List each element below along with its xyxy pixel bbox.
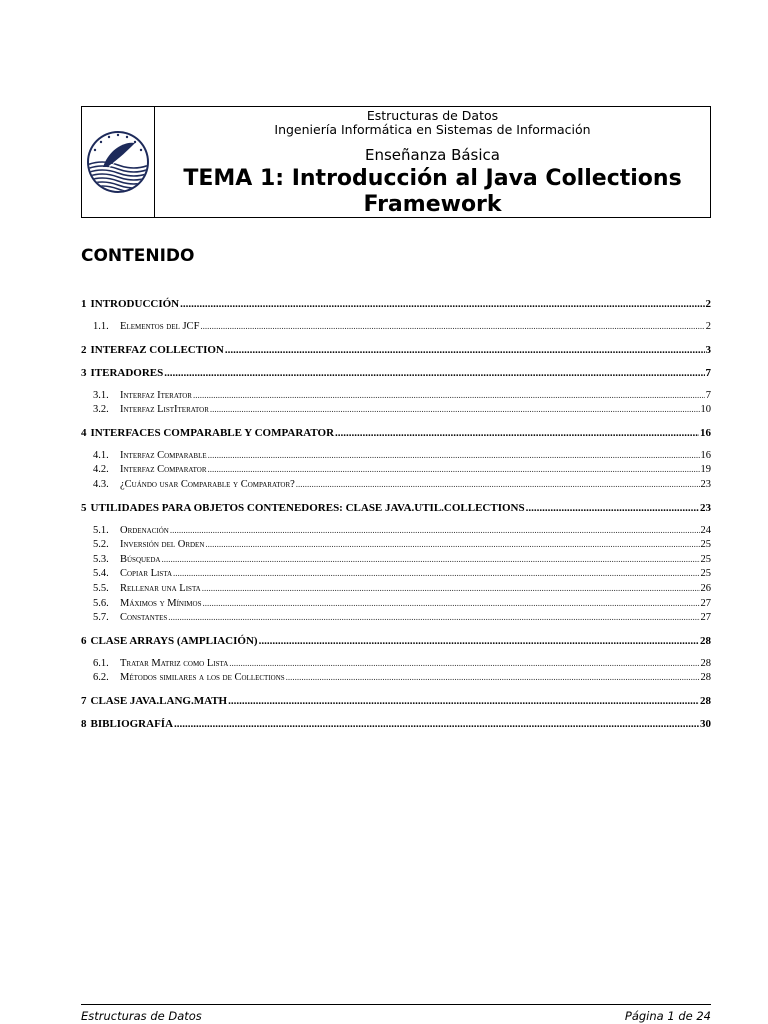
toc-leader — [526, 502, 699, 514]
course-name: Estructuras de Datos — [366, 108, 499, 123]
toc-leader — [200, 321, 704, 332]
toc-label: Interfaz Iterator — [120, 389, 192, 401]
toc-number: 5.6. — [93, 597, 109, 609]
toc-subentry[interactable] — [81, 404, 711, 419]
toc-subentry[interactable] — [81, 464, 711, 479]
contents-heading: CONTENIDO — [81, 246, 195, 266]
toc-label: Tratar Matriz como Lista — [120, 657, 229, 669]
toc-page: 27 — [700, 597, 711, 609]
toc-label: Interfaz ListIterator — [120, 404, 209, 416]
toc-number: 3.1. — [93, 389, 109, 401]
toc-subentry[interactable] — [81, 554, 711, 569]
toc-label: CLASE JAVA.LANG.MATH — [90, 694, 228, 707]
toc-label: INTERFACES COMPARABLE Y COMPARATOR — [90, 426, 335, 439]
toc-entry[interactable] — [81, 695, 711, 710]
toc-page: 23 — [700, 501, 711, 514]
toc-number: 2 — [81, 343, 87, 356]
toc-label: Ordenación — [120, 524, 169, 536]
toc-subentry[interactable] — [81, 525, 711, 540]
toc-label: Copiar Lista — [120, 568, 173, 580]
toc-page: 28 — [700, 694, 711, 707]
toc-page: 28 — [700, 634, 711, 647]
toc-subentry[interactable] — [81, 321, 711, 336]
title-cell — [155, 107, 710, 217]
toc-number: 4.3. — [93, 478, 109, 490]
toc-label: Interfaz Comparator — [120, 464, 207, 476]
toc-subentry[interactable] — [81, 598, 711, 613]
toc-page: 27 — [700, 612, 711, 624]
toc-label: ¿Cuándo usar Comparable y Comparator? — [120, 478, 295, 490]
toc-leader — [208, 450, 700, 461]
toc-subentry[interactable] — [81, 612, 711, 627]
toc-number: 6.2. — [93, 672, 109, 684]
logo-cell — [82, 107, 155, 217]
toc-page: 7 — [705, 389, 711, 401]
toc-subentry[interactable] — [81, 479, 711, 494]
toc-page: 24 — [700, 524, 711, 536]
toc-number: 4.2. — [93, 464, 109, 476]
toc-leader — [225, 344, 705, 356]
toc-leader — [170, 525, 700, 536]
toc-leader — [193, 390, 705, 401]
toc-label: Elementos del JCF — [120, 321, 200, 332]
toc-subentry[interactable] — [81, 390, 711, 405]
toc-number: 3.2. — [93, 404, 109, 416]
toc-leader — [202, 598, 699, 609]
toc-number: 5 — [81, 501, 87, 514]
toc-subentry[interactable] — [81, 450, 711, 465]
toc-number: 7 — [81, 694, 87, 707]
toc-page: 28 — [700, 672, 711, 684]
toc-leader — [161, 554, 699, 565]
toc-leader — [335, 427, 699, 439]
toc-number: 5.5. — [93, 582, 109, 594]
toc-label: CLASE ARRAYS (AMPLIACIÓN) — [90, 634, 258, 647]
toc-number: 5.3. — [93, 553, 109, 565]
toc-leader — [228, 695, 699, 707]
toc-entry[interactable] — [81, 367, 711, 382]
toc-label: INTERFAZ COLLECTION — [90, 343, 224, 356]
toc-leader — [173, 568, 699, 579]
toc-entry[interactable] — [81, 635, 711, 650]
toc-number: 3 — [81, 366, 87, 379]
toc-entry[interactable] — [81, 344, 711, 359]
degree-name: Ingeniería Informática en Sistemas de Información — [274, 122, 591, 137]
toc-page: 25 — [700, 553, 711, 565]
toc-page: 23 — [700, 478, 711, 490]
footer-page-number: Página 1 de 24 — [624, 1009, 711, 1023]
toc-leader — [229, 658, 699, 669]
toc-leader — [210, 404, 700, 415]
toc-number: 1 — [81, 298, 87, 310]
toc-label: Búsqueda — [120, 553, 161, 565]
toc-leader — [259, 635, 699, 647]
toc-label: Inversión del Orden — [120, 539, 205, 551]
toc-page: 25 — [700, 568, 711, 580]
toc-leader — [202, 583, 700, 594]
toc-entry[interactable] — [81, 427, 711, 442]
toc-number: 5.2. — [93, 539, 109, 551]
toc-leader — [296, 479, 700, 490]
toc-number: 4 — [81, 426, 87, 439]
toc-label: Métodos similares a los de Collections — [120, 672, 285, 684]
toc-page: 10 — [700, 404, 711, 416]
toc-label: ITERADORES — [90, 366, 164, 379]
toc-entry[interactable] — [81, 502, 711, 517]
teaching-type: Enseñanza Básica — [365, 146, 500, 164]
toc-label: UTILIDADES PARA OBJETOS CONTENEDORES: CLASE JAVA.UTIL.COLLECTIONS — [90, 501, 525, 514]
toc-leader — [286, 672, 700, 683]
toc-page: 16 — [700, 426, 711, 439]
toc-page: 2 — [705, 298, 711, 310]
toc-leader — [205, 539, 699, 550]
toc-subentry[interactable] — [81, 658, 711, 673]
toc-entry[interactable] — [81, 718, 711, 733]
toc-leader — [180, 298, 704, 310]
page-footer — [81, 1004, 711, 1023]
toc-page: 19 — [700, 464, 711, 476]
toc-label: INTRODUCCIÓN — [90, 298, 180, 310]
toc-page: 7 — [705, 366, 711, 379]
toc-number: 1.1. — [93, 321, 109, 332]
university-seal-icon — [85, 129, 151, 195]
toc-leader — [174, 718, 699, 730]
toc-page: 26 — [700, 582, 711, 594]
title-line-2: Framework — [363, 192, 502, 217]
toc-number: 5.1. — [93, 524, 109, 536]
toc-number: 6 — [81, 634, 87, 647]
toc-page: 28 — [700, 657, 711, 669]
toc-number: 8 — [81, 717, 87, 730]
toc-page: 16 — [700, 449, 711, 461]
toc-subentry[interactable] — [81, 672, 711, 687]
toc-leader — [164, 367, 704, 379]
toc-leader — [208, 464, 700, 475]
toc-number: 5.4. — [93, 568, 109, 580]
toc-label: Rellenar una Lista — [120, 582, 201, 594]
toc-page: 25 — [700, 539, 711, 551]
document-title — [155, 166, 710, 218]
toc-label: Constantes — [120, 612, 168, 624]
table-of-contents — [81, 290, 711, 741]
toc-label: Interfaz Comparable — [120, 449, 207, 461]
toc-label: Máximos y Mínimos — [120, 597, 202, 609]
toc-subentry[interactable] — [81, 568, 711, 583]
document-header — [81, 106, 711, 218]
footer-left: Estructuras de Datos — [81, 1009, 202, 1023]
title-line-1: TEMA 1: Introducción al Java Collections — [183, 166, 682, 191]
toc-page: 30 — [700, 717, 711, 730]
toc-page: 2 — [705, 321, 711, 332]
toc-number: 4.1. — [93, 449, 109, 461]
toc-subentry[interactable] — [81, 539, 711, 554]
toc-subentry[interactable] — [81, 583, 711, 598]
toc-entry[interactable] — [81, 298, 711, 313]
toc-leader — [168, 612, 699, 623]
toc-label: BIBLIOGRAFÍA — [90, 717, 174, 730]
toc-page: 3 — [705, 343, 711, 356]
toc-number: 5.7. — [93, 612, 109, 624]
toc-number: 6.1. — [93, 657, 109, 669]
